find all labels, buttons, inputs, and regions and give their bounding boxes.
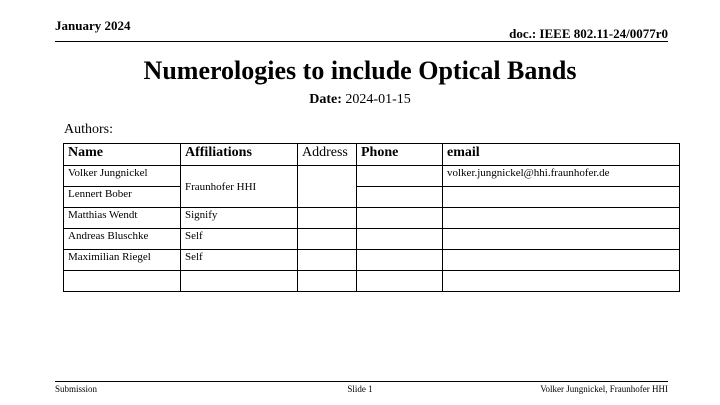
footer-divider <box>55 381 668 382</box>
author-email <box>443 250 680 271</box>
slide-title: Numerologies to include Optical Bands <box>143 56 577 85</box>
author-name: Andreas Bluschke <box>64 229 181 250</box>
author-name: Maximilian Riegel <box>64 250 181 271</box>
author-phone <box>357 187 443 208</box>
table-row <box>64 229 680 250</box>
author-address <box>298 250 357 271</box>
author-address <box>298 229 357 250</box>
header-doc-id: doc.: IEEE 802.11-24/0077r0 <box>509 26 668 41</box>
header-email: email <box>443 144 680 166</box>
header-divider <box>55 41 668 42</box>
author-email <box>443 229 680 250</box>
authors-label: Authors: <box>64 122 113 137</box>
header-date: January 2024 <box>55 18 131 33</box>
author-affiliation: Fraunhofer HHI <box>181 166 298 208</box>
author-email <box>443 208 680 229</box>
header-phone: Phone <box>357 144 443 166</box>
footer-submission: Submission <box>55 384 98 394</box>
author-affiliation: Signify <box>181 208 298 229</box>
header-address: Address <box>298 144 357 166</box>
author-phone <box>357 271 443 292</box>
author-email <box>443 187 680 208</box>
author-phone <box>357 166 443 187</box>
header-name: Name <box>64 144 181 166</box>
authors-table <box>63 143 680 292</box>
author-address <box>298 271 357 292</box>
author-phone <box>357 229 443 250</box>
date-label: Date: <box>309 92 342 107</box>
slide-date <box>0 92 720 108</box>
table-row <box>64 250 680 271</box>
author-affiliation <box>181 271 298 292</box>
header-affiliations: Affiliations <box>181 144 298 166</box>
table-row <box>64 166 680 187</box>
author-name: Volker Jungnickel <box>64 166 181 187</box>
table-row <box>64 208 680 229</box>
author-affiliation: Self <box>181 229 298 250</box>
author-email: volker.jungnickel@hhi.fraunhofer.de <box>443 166 680 187</box>
author-affiliation: Self <box>181 250 298 271</box>
author-phone <box>357 250 443 271</box>
date-value: 2024-01-15 <box>345 92 411 107</box>
author-address <box>298 166 357 208</box>
table-header-row <box>64 144 680 166</box>
footer-author: Volker Jungnickel, Fraunhofer HHI <box>540 384 668 394</box>
table-row <box>64 187 680 208</box>
author-name: Lennert Bober <box>64 187 181 208</box>
author-name: Matthias Wendt <box>64 208 181 229</box>
table-row <box>64 271 680 292</box>
author-address <box>298 208 357 229</box>
author-name <box>64 271 181 292</box>
footer-slide-number: Slide 1 <box>347 384 373 394</box>
author-phone <box>357 208 443 229</box>
author-email <box>443 271 680 292</box>
